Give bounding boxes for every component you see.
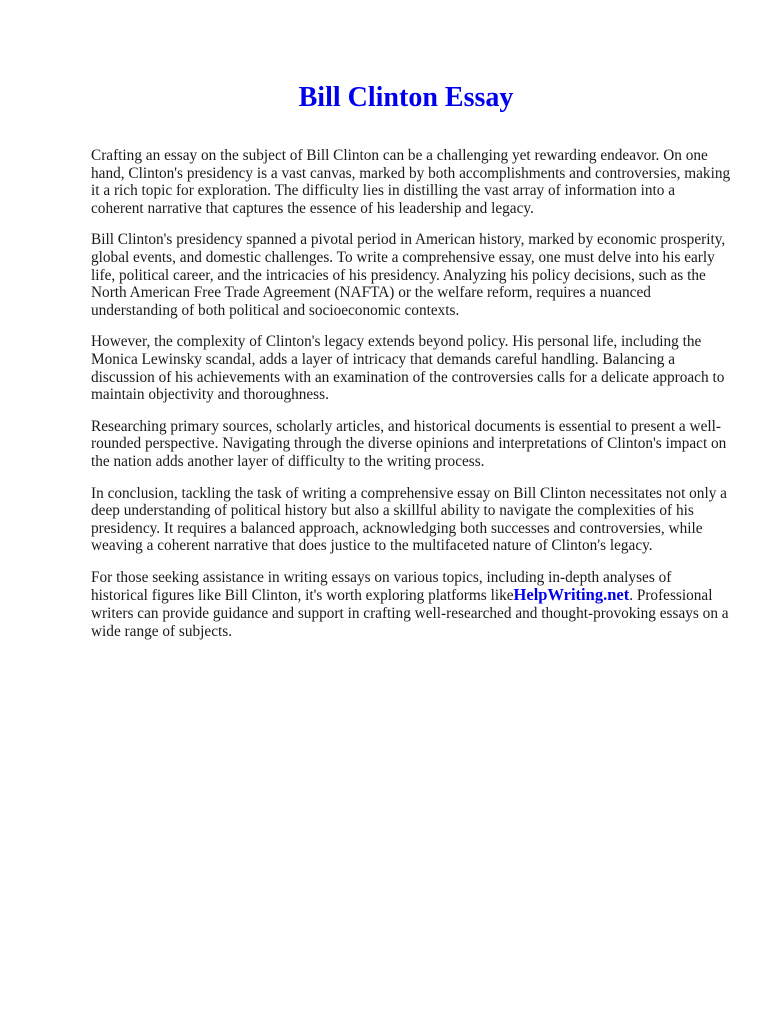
paragraph-6 [91,569,731,640]
essay-body [91,147,731,654]
paragraph-2: Bill Clinton's presidency spanned a pivotal period in American history, marked by economic prosperity, global events, and domestic challenges. To write a comprehensive essay, one must delve into his early life, political career, and the intricacies of his presidency. Analyzing his policy decisions, such as the North American Free Trade Agreement (NAFTA) or the welfare reform, requires a nuanced understanding of both political and socioeconomic contexts. [91,231,726,319]
page-title: Bill Clinton Essay [298,82,514,113]
paragraph-3: However, the complexity of Clinton's legacy extends beyond policy. His personal life, including the Monica Lewinsky scandal, adds a layer of intricacy that demands careful handling. Balancing a discussion of his achievements with an examination of the controversies calls for a delicate approach to maintain objectivity and thoroughness. [91,333,725,404]
paragraph-5: In conclusion, tackling the task of writing a comprehensive essay on Bill Clinton necessitates not only a deep understanding of political history but also a skillful ability to navigate the complexities of his presidency. It requires a balanced approach, acknowledging both successes and controversies, while weaving a coherent narrative that does justice to the multifaceted nature of Clinton's legacy. [91,484,727,555]
helpwriting-link[interactable]: HelpWriting.net [513,585,630,605]
paragraph-6-text-before-link: For those seeking assistance in writing essays on various topics, including in-depth analyses of historical figures like Bill Clinton, it's worth exploring platforms like [91,568,672,605]
paragraph-1: Crafting an essay on the subject of Bill Clinton can be a challenging yet rewarding endeavor. On one hand, Clinton's presidency is a vast canvas, marked by both accomplishments and controversies, making it a rich topic for exploration. The difficulty lies in distilling the vast array of information into a coherent narrative that captures the essence of his leadership and legacy. [91,147,731,217]
paragraph-4: Researching primary sources, scholarly articles, and historical documents is essential to present a well-rounded perspective. Navigating through the diverse opinions and interpretations of Clinton's impact on the nation adds another layer of difficulty to the writing process. [91,417,727,470]
paragraph-6-text-after-link: . Professional writers can provide guidance and support in crafting well-researched and thought-provoking essays on a wide range of subjects. [91,587,729,640]
